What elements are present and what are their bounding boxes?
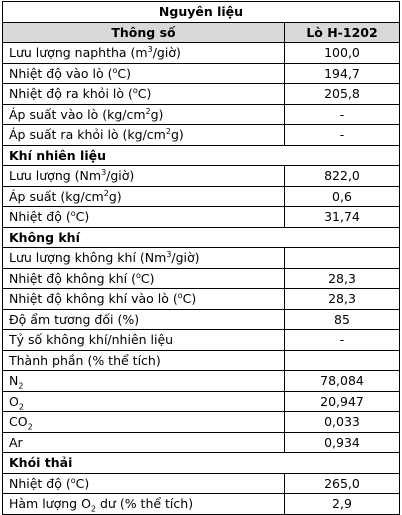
row-label: Lưu lượng không khí (Nm$^3$/giờ) [3,248,285,269]
row-label: Nhiệt độ ra khỏi lò ($^o$C) [3,84,285,105]
table-row [3,43,400,64]
row-label: Nhiệt độ không khí vào lò ($^o$C) [3,289,285,310]
table-row [3,473,400,494]
row-label: Tỷ số không khí/nhiên liệu [3,330,285,351]
table-row [3,186,400,207]
table-row [3,63,400,84]
row-value: 100,0 [285,43,400,64]
section-row-flue [3,453,400,474]
component-label: $CO_2$ [3,412,285,433]
section-title: Không khí [3,227,400,248]
component-value: 0,033 [285,412,400,433]
row-value: - [285,330,400,351]
table-row [3,432,400,453]
table-row [3,166,400,187]
row-value: - [285,104,400,125]
table-row [3,248,400,269]
component-label: $O_2$ [3,391,285,412]
row-value [285,350,400,371]
component-value: 78,084 [285,371,400,392]
table-title: Nguyên liệu [3,2,400,23]
row-value: 2,9 [285,494,400,515]
table-row [3,391,400,412]
row-value [285,248,400,269]
table-row [3,289,400,310]
component-value: 0,934 [285,432,400,453]
row-value: 822,0 [285,166,400,187]
header-furnace: Lò H-1202 [285,22,400,43]
row-value: 28,3 [285,289,400,310]
header-param: Thông số [3,22,285,43]
row-label: Nhiệt độ ($^o$C) [3,473,285,494]
table-row [3,371,400,392]
row-value: 85 [285,309,400,330]
parameter-table [2,1,400,515]
table-row [3,412,400,433]
row-label: Thành phần (% thể tích) [3,350,285,371]
row-label: Áp suất ra khỏi lò $(kg/cm^2g)$ [3,125,285,146]
row-label: Lưu lượng naphtha $(m^3/giờ)$ [3,43,285,64]
table-row [3,268,400,289]
row-label: Độ ẩm tương đối (%) [3,309,285,330]
table-row [3,125,400,146]
row-label: Nhiệt độ không khí ($^o$C) [3,268,285,289]
table-row [3,330,400,351]
table-row [3,207,400,228]
row-label: Hàm lượng $O_2$ dư (% thể tích) [3,494,285,515]
row-label: Lưu lượng (Nm$^3$/giờ) [3,166,285,187]
section-title: Khí nhiên liệu [3,145,400,166]
table-row [3,104,400,125]
row-value: 205,8 [285,84,400,105]
table-row [3,84,400,105]
section-row-air [3,227,400,248]
table-row [3,494,400,515]
table-row [3,309,400,330]
row-label: Nhiệt độ ($^o$C) [3,207,285,228]
component-label: Ar [3,432,285,453]
row-value: 28,3 [285,268,400,289]
table-header-row [3,22,400,43]
section-row-fuel [3,145,400,166]
row-value: 194,7 [285,63,400,84]
row-label: Áp suất $(kg/cm^2g)$ [3,186,285,207]
component-value: 20,947 [285,391,400,412]
row-label: Nhiệt độ vào lò ($^o$C) [3,63,285,84]
table-row [3,350,400,371]
row-value: 0,6 [285,186,400,207]
row-value: 31,74 [285,207,400,228]
row-value: 265,0 [285,473,400,494]
table-title-row [3,2,400,23]
section-title: Khói thải [3,453,400,474]
component-label: $N_2$ [3,371,285,392]
row-label: Áp suất vào lò $(kg/cm^2g)$ [3,104,285,125]
row-value: - [285,125,400,146]
